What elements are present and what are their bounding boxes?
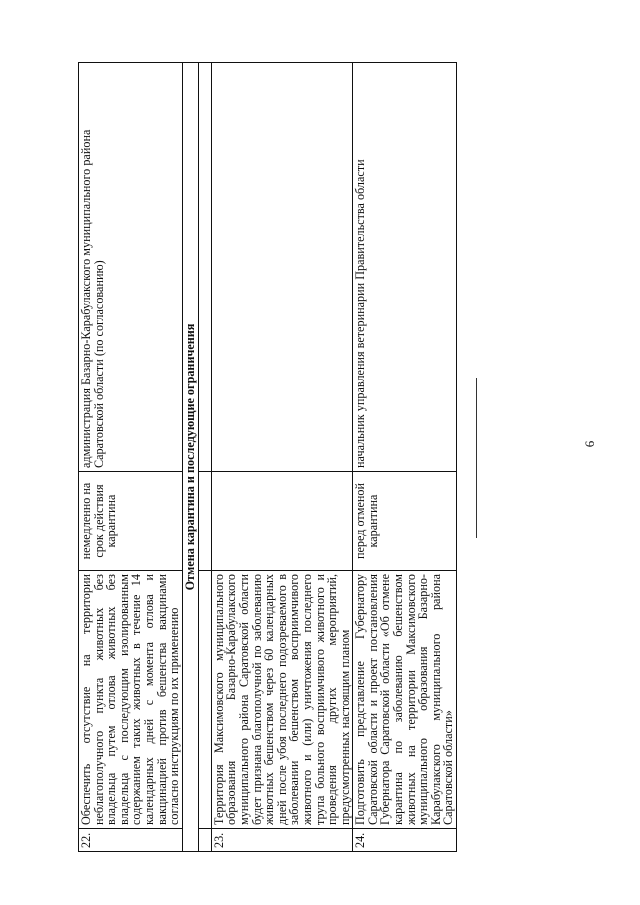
- section-heading: Отмена карантина и последующие ограничения: [182, 63, 198, 852]
- rotated-table-container: [78, 62, 548, 852]
- row-responsible: начальник управления ветеринарии Правительства области: [353, 63, 457, 472]
- row-action: Территория Максимовского муниципального образования Базарно-Карабулакского муниципального района Саратовской области будет признана благополучной по заболеванию животных бешенством через 60 календарных дней после убоя последнего подозреваемого в заболевании бешенством восприимчивого животного и (или) уничтожения последнего трупа больного восприимчивого животного и проведения других мероприятий, предусмотренных настоящим планом: [211, 571, 353, 829]
- row-number: 24.: [353, 829, 457, 852]
- blank-cell: [198, 472, 211, 571]
- blank-row: [198, 63, 211, 852]
- row-term: немедленно на срок действия карантина: [79, 472, 183, 571]
- measures-table: [78, 62, 457, 852]
- row-term: перед отменой карантина: [353, 472, 457, 571]
- blank-cell: [198, 63, 211, 472]
- row-action: Обеспечить отсутствие на территории неблагополучного пункта животных без владельца путем отлова животных без владельца с последующим изолированным содержанием таких животных в течение 14 календарных дней с момента отлова и вакцинацией против бешенства вакцинами согласно инструкциям по их применению: [79, 571, 183, 829]
- end-rule: [476, 378, 477, 538]
- page-number: 6: [582, 440, 597, 448]
- row-number: 22.: [79, 829, 183, 852]
- row-responsible: администрация Базарно-Карабулакского муниципального района Саратовской области (по согласованию): [79, 63, 183, 472]
- row-number: 23.: [211, 829, 353, 852]
- row-action: Подготовить представление Губернатору Саратовской области и проект постановления Губернатора Саратовской области «Об отмене карантина по заболеванию бешенством животных на территории Максимовского муниципального образования Базарно-Карабулакского муниципального района Саратовской области»: [353, 571, 457, 829]
- blank-cell: [198, 571, 211, 829]
- table-row: [353, 63, 457, 852]
- blank-cell: [198, 829, 211, 852]
- row-term: [211, 472, 353, 571]
- section-row: [182, 63, 198, 852]
- table-row: [211, 63, 353, 852]
- table-row: [79, 63, 183, 852]
- row-responsible: [211, 63, 353, 472]
